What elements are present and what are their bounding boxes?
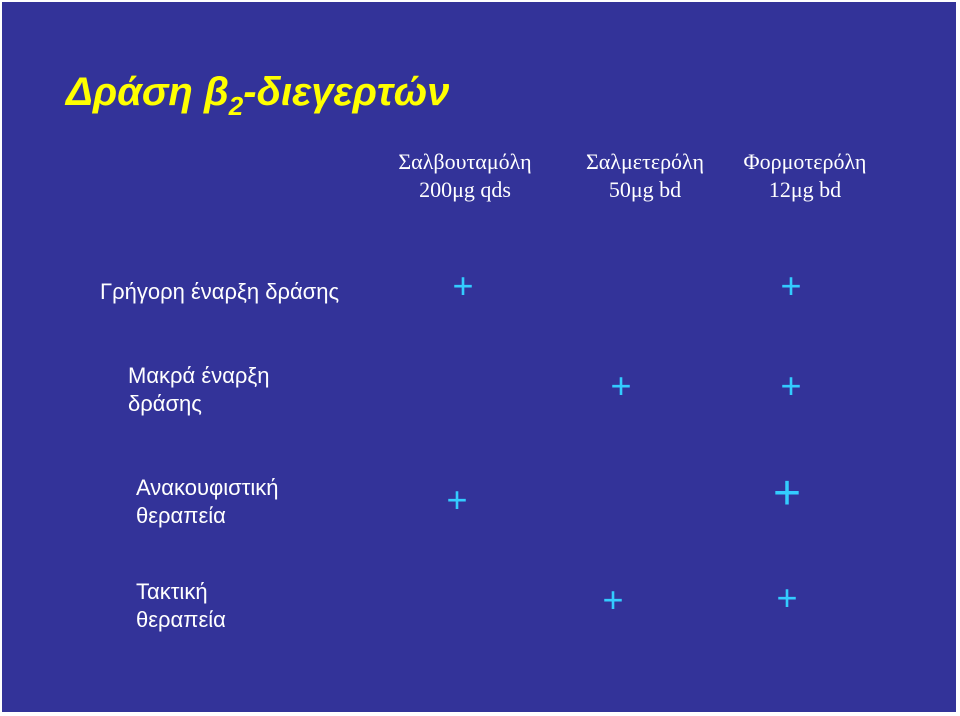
plus-mark-r3-c1: + [446,479,468,520]
column-name: Σαλμετερόλη [585,149,705,174]
title-main: Δράση β [66,70,229,114]
plus-mark-r1-c3: + [780,265,802,306]
row-label-relief-therapy: Ανακουφιστική θεραπεία [136,475,279,528]
title-end: -διεγερτών [243,70,450,114]
column-header-formoterol [710,148,900,204]
row-label-long-duration: Μακρά έναρξη δράσης [128,363,270,416]
plus-mark-r4-c2: + [602,579,624,620]
plus-mark-r1-c1: + [452,265,474,306]
plus-mark-r3-c3: + [772,467,802,520]
column-name: Φορμοτερόλη [743,149,867,174]
plus-mark-r2-c3: + [780,365,802,406]
row-label-fast-onset: Γρήγορη έναρξη δράσης [100,279,340,304]
plus-mark-r2-c2: + [610,365,632,406]
title-subscript: 2 [228,91,244,121]
row-label-regular-therapy: Τακτική θεραπεία [136,579,226,632]
column-dose: 12μg bd [768,177,842,202]
slide-title [66,70,450,121]
column-name: Σαλβουταμόλη [398,149,532,174]
column-header-salbutamol [370,148,560,204]
plus-mark-r4-c3: + [776,577,798,618]
column-dose: 200μg qds [419,177,511,202]
column-dose: 50μg bd [608,177,682,202]
slide [2,2,956,712]
